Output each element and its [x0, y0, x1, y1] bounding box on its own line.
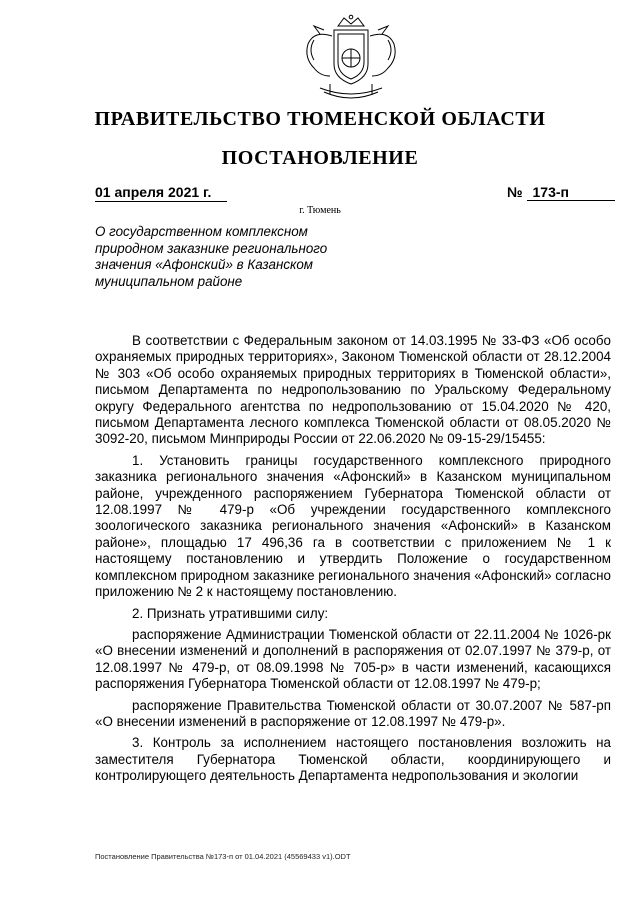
paragraph-repeal-2: распоряжение Правительства Тюменской области от 30.07.2007 № 587-рп «О внесении изменений в распоряжение от 12.08.1997 № 479-р». [95, 697, 611, 729]
document-city: г. Тюмень [299, 205, 341, 216]
document-subject: О государственном комплексном природном заказнике регионального значения «Афонский» в Казанском муниципальном районе [95, 224, 328, 289]
document-date: 01 апреля 2021 г. [95, 184, 227, 202]
paragraph-preamble: В соответствии с Федеральным законом от 14.03.1995 № 33-ФЗ «Об особо охраняемых природных территориях», Законом Тюменской области от 28.12.2004 № 303 «Об особо охраняемых природных территориях в Тюменской области», письмом Департамента по недропользованию по Уральскому Федеральному округу Федерального агентства по недропользованию от 15.04.2020 № 420, письмом Департамента лесного комплекса Тюменской области от 08.05.2020 № 3092-20, письмом Минприроды России от 22.06.2020 № 09-15-29/15455: [95, 333, 611, 447]
paragraph-clause-2: 2. Признать утратившими силу: [132, 605, 329, 621]
paragraph-clause-1: 1. Установить границы государственного комплексного природного заказника регионального значения «Афонский» в Казанском муниципальном районе, учрежденного распоряжением Губернатора Тюменской области от 12.08.1997 № 479-р «Об учреждении государственного комплексного зоологического заказника регионального значения «Афонский» в Казанском районе», площадью 17 496,36 га в соответствии с приложением № 1 к настоящему постановлению и утвердить Положение о государственном комплексном природном заказнике регионального значения «Афонский» согласно приложению № 2 к настоящему постановлению. [95, 452, 611, 600]
paragraph-clause-3: 3. Контроль за исполнением настоящего постановления возложить на заместителя Губернатора Тюменской области, координирующего и контролирующего деятельность Департамента недропользования и экологии [95, 735, 611, 784]
number-sign: № [507, 184, 523, 200]
paragraph-repeal-1: распоряжение Администрации Тюменской области от 22.11.2004 № 1026-рк «О внесении изменений и дополнений в распоряжения от 02.07.1997 № 379-р, от 12.08.1997 № 479-р, от 08.09.1998 № 705-р» в части изменений, касающихся распоряжения Губернатора Тюменской области от 12.08.1997 № 479-р; [95, 626, 611, 692]
document-footer: Постановление Правительства №173-п от 01.04.2021 (45569433 v1).ODT [95, 852, 351, 861]
document-number [507, 184, 615, 201]
document-type-title: ПОСТАНОВЛЕНИЕ [221, 147, 419, 169]
document-number-value: 173-п [527, 184, 615, 201]
government-title: ПРАВИТЕЛЬСТВО ТЮМЕНСКОЙ ОБЛАСТИ [94, 108, 546, 130]
document-body [95, 333, 611, 790]
coat-of-arms-icon [300, 14, 402, 104]
